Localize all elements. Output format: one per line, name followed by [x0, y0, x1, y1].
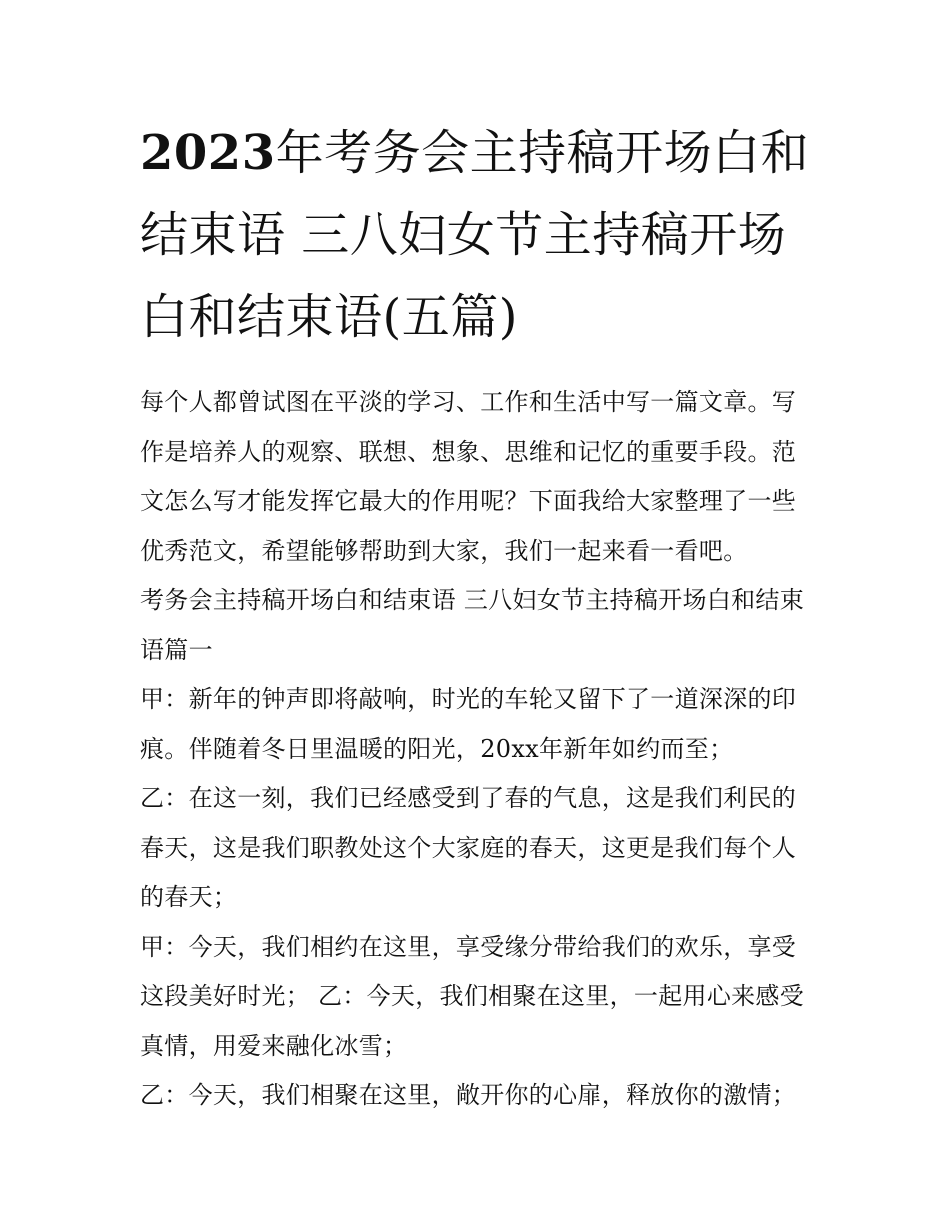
section-heading: 考务会主持稿开场白和结束语 三八妇女节主持稿开场白和结束语篇一 — [140, 586, 805, 664]
document-body — [140, 378, 815, 1121]
dialogue-paragraph: 甲：今天，我们相约在这里，享受缘分带给我们的欢乐，享受这段美好时光； 乙：今天，我们相聚在这里，一起用心来感受真情，用爱来融化冰雪； — [140, 932, 805, 1060]
document-title — [140, 112, 815, 358]
dialogue-paragraph: 乙：在这一刻，我们已经感受到了春的气息，这是我们利民的春天，这是我们职教处这个大家庭的春天，这更是我们每个人的春天； — [140, 784, 797, 911]
dialogue-paragraph: 乙：今天，我们相聚在这里，敞开你的心扉，释放你的激情； — [140, 1081, 797, 1109]
document-page — [140, 112, 815, 1121]
dialogue-paragraph: 甲：新年的钟声即将敲响，时光的车轮又留下了一道深深的印痕。伴随着冬日里温暖的阳光，20xx年新年如约而至； — [140, 685, 797, 763]
title-text: 年考务会主持稿开场白和结束语 三八妇女节主持稿开场白和结束语(五篇) — [140, 125, 810, 345]
intro-paragraph: 每个人都曾试图在平淡的学习、工作和生活中写一篇文章。写作是培养人的观察、联想、想象、思维和记忆的重要手段。范文怎么写才能发挥它最大的作用呢？下面我给大家整理了一些优秀范文，希望能够帮助到大家，我们一起来看一看吧。 — [140, 388, 797, 565]
title-year: 2023 — [140, 125, 276, 181]
